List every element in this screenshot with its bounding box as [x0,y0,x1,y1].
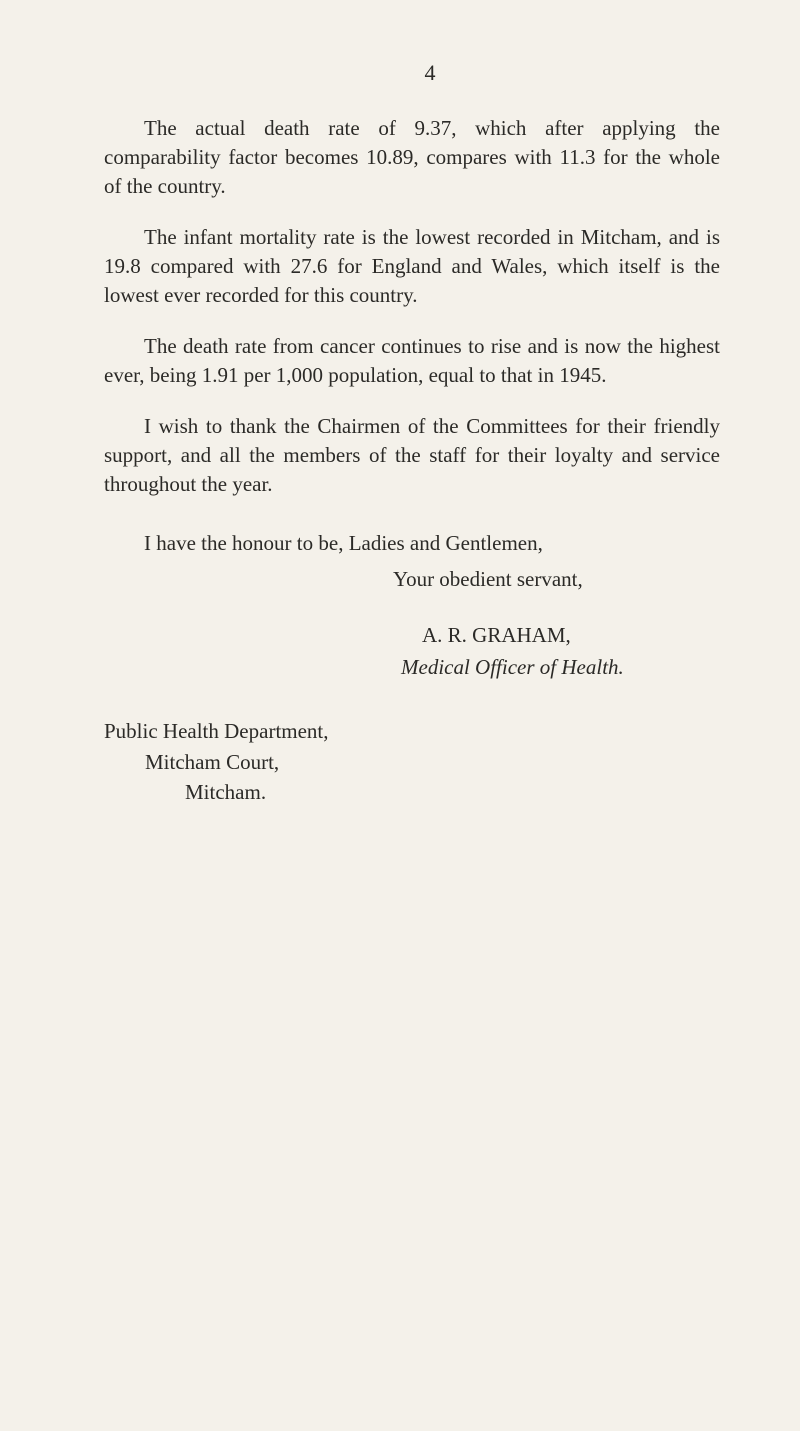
paragraph-honour [104,529,720,558]
paragraph-text: I have the honour to be, Ladies and Gentlemen, [144,531,543,555]
paragraph-cancer-rate [104,332,720,390]
signature-closing: Your obedient servant, [393,567,583,591]
paragraph-text: I wish to thank the Chairmen of the Committees for their friendly support, and all the members of the staff for their loyalty and service throughout the year. [104,414,720,496]
signature-title: Medical Officer of Health. [401,655,624,679]
address-line-town: Mitcham. [185,780,267,804]
page-number: 4 [424,60,436,85]
paragraph-text: The infant mortality rate is the lowest recorded in Mitcham, and is 19.8 compared with 27.6 for England and Wales, which itself is the lowest ever recorded for this country. [104,225,720,307]
paragraph-text: The death rate from cancer continues to rise and is now the highest ever, being 1.91 per 1,000 population, equal to that in 1945. [104,334,720,387]
address-line-court: Mitcham Court, [145,750,280,774]
paragraph-infant-mortality [104,223,720,310]
paragraph-thanks [104,412,720,499]
signature-name: A. R. GRAHAM, [422,623,571,647]
paragraph-text: The actual death rate of 9.37, which after applying the comparability factor becomes 10.89, compares with 11.3 for the whole of the country. [104,116,720,198]
paragraph-death-rate [104,114,720,201]
address-line-department: Public Health Department, [104,719,329,743]
